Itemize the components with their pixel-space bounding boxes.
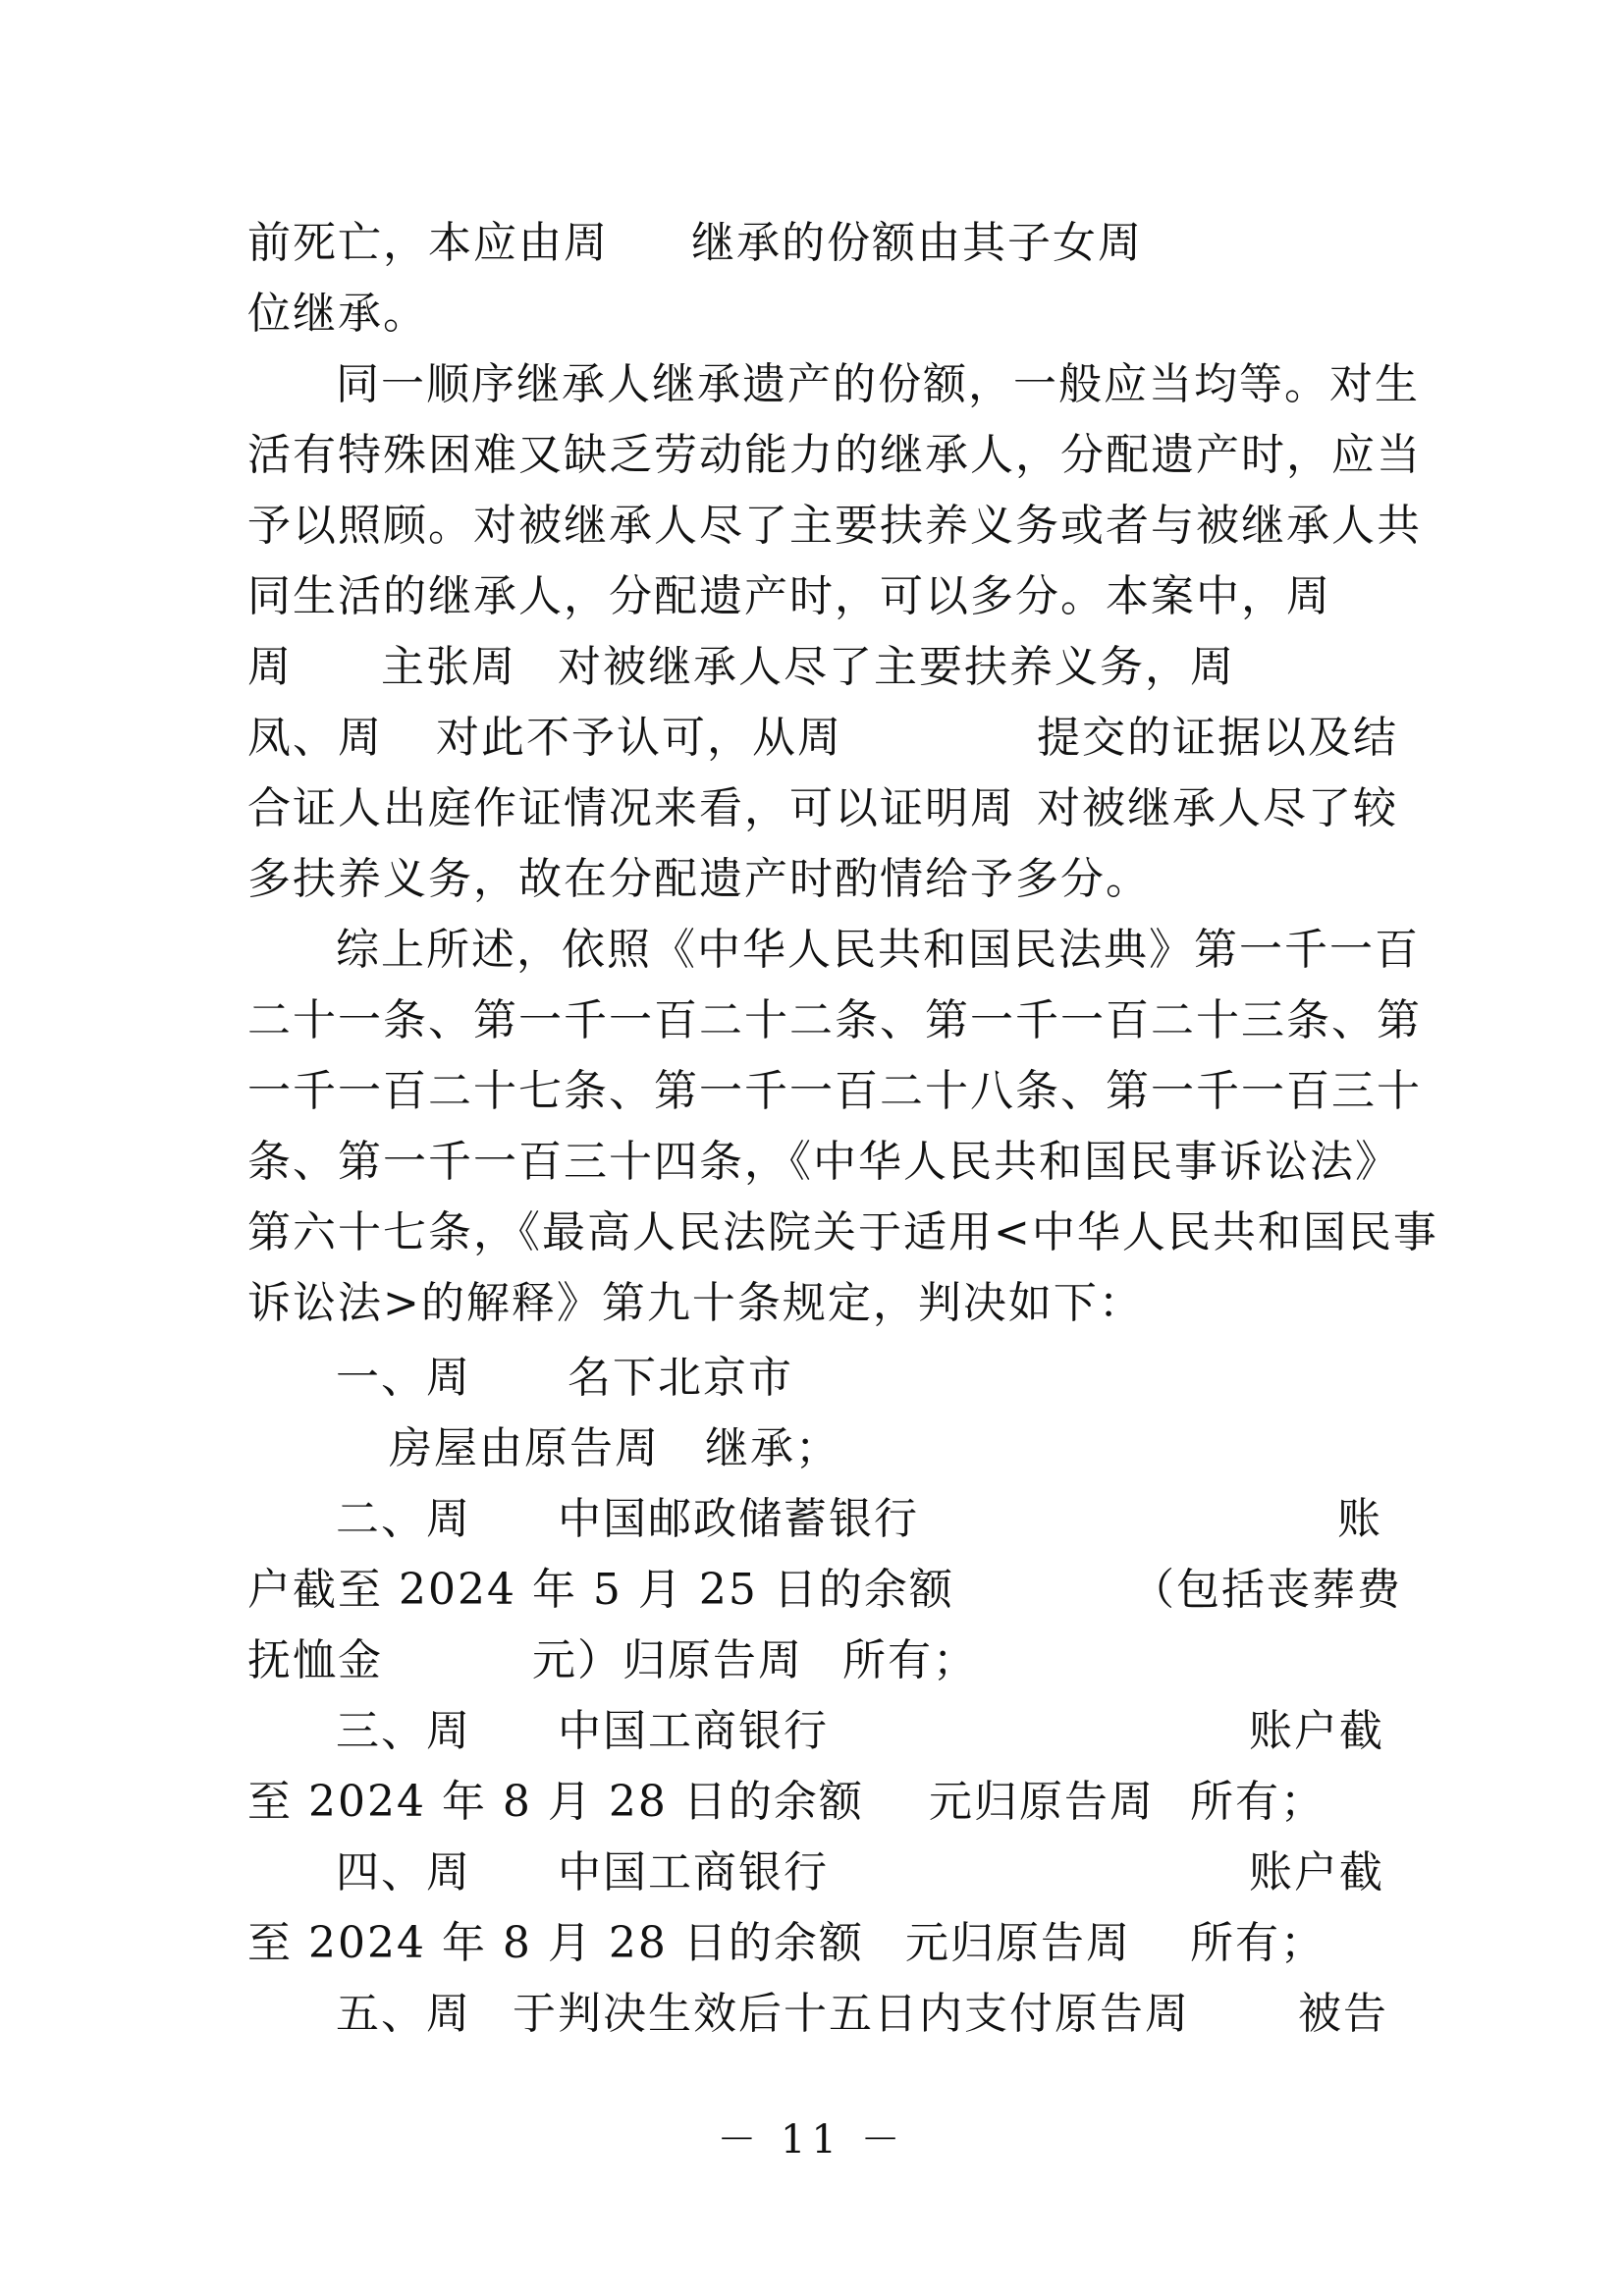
text-line [247,1696,1386,1767]
text-line [247,1979,1386,2050]
text-line [247,1908,1386,1979]
text-line [247,915,1420,986]
text-segment: 中国工商银行 [558,1847,829,1897]
text-segment: 二、周 [336,1494,471,1544]
text-segment: 予以照顾。对被继承人尽了主要扶养义务或者与被继承人共 [247,501,1422,551]
text-line [247,561,1386,632]
text-segment: 对此不予认可，从周 [436,713,842,763]
text-segment: 至 2024 年 8 月 28 日的余额 [247,1918,864,1968]
text-segment: 二十一条、第一千一百二十二条、第一千一百二十三条、第 [247,995,1422,1045]
text-segment: 名下北京市 [568,1353,793,1403]
text-segment: 至 2024 年 8 月 28 日的余额 [247,1777,864,1827]
text-segment: 户截至 2024 年 5 月 25 日的余额 [247,1565,954,1615]
text-segment: 元归原告周 [905,1918,1131,1968]
text-segment: 对被继承人尽了主要扶养义务，周 [558,642,1235,692]
text-segment: 所有； [1190,1918,1325,1968]
text-line [247,1555,1402,1626]
text-segment: 继承； [705,1423,840,1473]
text-line [247,1626,1386,1696]
text-segment: 同生活的继承人，分配遗产时，可以多分。本案中，周 [247,571,1331,621]
text-segment: 活有特殊困难又缺乏劳动能力的继承人，分配遗产时，应当 [247,430,1422,480]
text-line [247,1127,1400,1198]
text-segment: 第六十七条，《最高人民法院关于适用<中华人民共和国民事 [247,1207,1438,1257]
text-segment: 继承的份额由其子女周 [691,218,1143,268]
text-line [247,703,1398,774]
text-segment: 位继承。 [247,289,428,339]
text-line [247,1484,1386,1555]
text-line [247,208,1386,279]
text-segment: 一、周 [336,1353,471,1403]
text-line [247,986,1422,1056]
text-segment: 于判决生效后十五日内支付原告周 [513,1989,1190,2039]
text-segment: 一千一百二十七条、第一千一百二十八条、第一千一百三十 [247,1066,1422,1116]
text-segment: 账户截 [1249,1847,1384,1897]
text-line [247,1767,1386,1838]
text-segment: 诉讼法>的解释》第九十条规定，判决如下： [247,1278,1144,1328]
text-segment: 提交的证据以及结 [1037,713,1398,763]
text-segment: 所有； [842,1635,978,1685]
text-segment: 房屋由原告周 [389,1423,660,1473]
text-segment: 抚恤金 [247,1635,383,1685]
text-segment: 主张周 [381,642,516,692]
text-segment: 条、第一千一百三十四条，《中华人民共和国民事诉讼法》 [247,1137,1400,1187]
text-line [247,1414,1386,1484]
text-line [247,420,1422,491]
text-segment: 三、周 [336,1706,471,1756]
text-line [247,349,1420,420]
text-segment: 被告 [1298,1989,1388,2039]
page-number: － 11 － [717,2117,906,2163]
text-line [247,632,1386,703]
text-segment: 五、周 [336,1989,471,2039]
text-segment: 元）归原告周 [532,1635,803,1685]
text-segment: 前死亡，本应由周 [247,218,609,268]
text-segment: 所有； [1190,1777,1325,1827]
text-segment: 合证人出庭作证情况来看，可以证明周 [247,783,1015,833]
text-line [247,844,1386,915]
text-line [247,1838,1386,1908]
text-segment: 凤、周 [247,713,383,763]
text-line [247,774,1398,844]
text-segment: 多扶养义务，故在分配遗产时酌情给予多分。 [247,854,1151,904]
text-line [247,1056,1422,1127]
text-segment: 周 [247,642,293,692]
text-segment: 账户截 [1249,1706,1384,1756]
text-segment: （包括丧葬费 [1131,1565,1402,1615]
text-segment: 对被继承人尽了较 [1037,783,1398,833]
text-line [247,1268,1386,1339]
text-line [247,1198,1438,1268]
text-segment: 元归原告周 [929,1777,1155,1827]
text-segment: 四、周 [336,1847,471,1897]
text-segment: 中国邮政储蓄银行 [558,1494,919,1544]
text-segment: 账 [1337,1494,1382,1544]
text-segment: 同一顺序继承人继承遗产的份额，一般应当均等。对生 [336,359,1420,409]
text-line [247,1343,1386,1414]
text-line [247,279,1386,349]
text-segment: 综上所述，依照《中华人民共和国民法典》第一千一百 [336,925,1420,975]
text-segment: 中国工商银行 [558,1706,829,1756]
text-line [247,491,1422,561]
